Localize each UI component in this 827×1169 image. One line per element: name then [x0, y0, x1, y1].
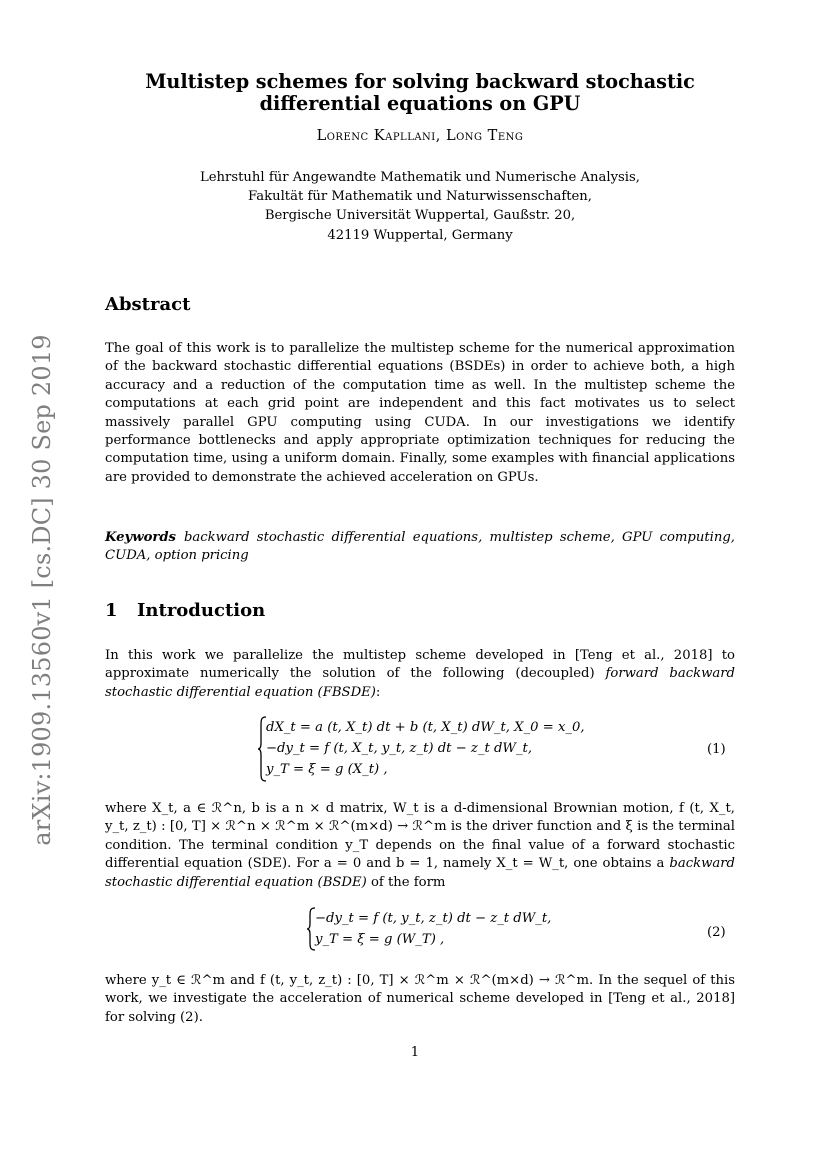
emphasis: forward backward stochastic differential equation (FBSDE) — [105, 666, 735, 700]
page-number: 1 — [410, 1045, 420, 1060]
intro-paragraph-1 — [105, 647, 735, 702]
text-run: of the form — [366, 874, 446, 890]
intro-paragraph-3: where y_t ∈ ℛ^m and f (t, y_t, z_t) : [0, T] × ℛ^m × ℛ^(m×d) → ℛ^m. In the sequel of this work, we investigate the acceleration of numerical scheme developed in [Teng et al., 2018] for solving (2). — [105, 973, 735, 1025]
keywords-label: Keywords — [105, 530, 176, 545]
keywords-text: backward stochastic differential equations, multistep scheme, GPU computing, CUDA, option pricing — [105, 530, 735, 564]
abstract-text: The goal of this work is to parallelize the multistep scheme for the numerical approximation of the backward stochastic differential equations (BSDEs) in order to achieve both, a high accuracy and a reduction of the computation time as well. In the multistep scheme the computations at each grid point are independent and this fact motivates us to select massively parallel GPU computing using CUDA. In our investigations we identify performance bottlenecks and apply appropriate optimization techniques for reducing the computation time, using a uniform domain. Finally, some examples with financial applications are provided to demonstrate the achieved acceleration on GPUs. — [105, 341, 735, 485]
equation-line: y_T = ξ = g (X_t) , — [266, 762, 388, 777]
equation-line: −dy_t = f (t, X_t, y_t, z_t) dt − z_t dW_t, — [266, 741, 533, 756]
intro-paragraph-2 — [105, 800, 735, 892]
section-number: 1 — [105, 600, 118, 621]
equation-line: dX_t = a (t, X_t) dt + b (t, X_t) dW_t, X_0 = x_0, — [266, 720, 585, 735]
section-heading-introduction — [105, 600, 265, 621]
equation-line: −dy_t = f (t, y_t, z_t) dt − z_t dW_t, — [315, 911, 552, 926]
text-run: In this work we parallelize the multistep scheme developed in [Teng et al., 2018] to approximate numerically the solution of the following (decoupled) — [105, 648, 735, 682]
equation-number: (2) — [707, 925, 726, 940]
paper-title: Multistep schemes for solving backward stochastic differential equations on GPU — [145, 70, 695, 115]
section-title: Introduction — [137, 600, 266, 621]
affiliation-line: Fakultät für Mathematik und Naturwissenschaften, — [247, 189, 592, 205]
author-list: Lorenc Kapllani, Long Teng — [316, 128, 524, 144]
equation-line: y_T = ξ = g (W_T) , — [315, 932, 445, 947]
affiliation-line: 42119 Wuppertal, Germany — [327, 227, 513, 243]
keywords — [105, 529, 735, 566]
text-run: where X_t, a ∈ ℛ^n, b is a n × d matrix, W_t is a d-dimensional Brownian motion, f (t, X_t, y_t, z_t) : [0, T] × ℛ^n × ℛ^m × ℛ^(m×d) → ℛ^m is the driver function and ξ is the terminal condition. The terminal condition y_T depends on the final value of a forward stochastic differential equation (SDE). For a = 0 and b = 1, namely X_t = W_t, one obtains a — [105, 801, 735, 872]
affiliation — [105, 168, 735, 245]
equation-number: (1) — [707, 742, 726, 757]
abstract-heading: Abstract — [105, 294, 191, 315]
arxiv-id: arXiv:1909.13560v1 [cs.DC] 30 Sep 2019 — [28, 334, 56, 846]
affiliation-line: Lehrstuhl für Angewandte Mathematik und Numerische Analysis, — [200, 170, 640, 185]
text-run: : — [375, 684, 381, 700]
affiliation-line: Bergische Universität Wuppertal, Gaußstr. 20, — [264, 208, 576, 224]
emphasis: backward stochastic differential equation (BSDE) — [105, 856, 735, 890]
